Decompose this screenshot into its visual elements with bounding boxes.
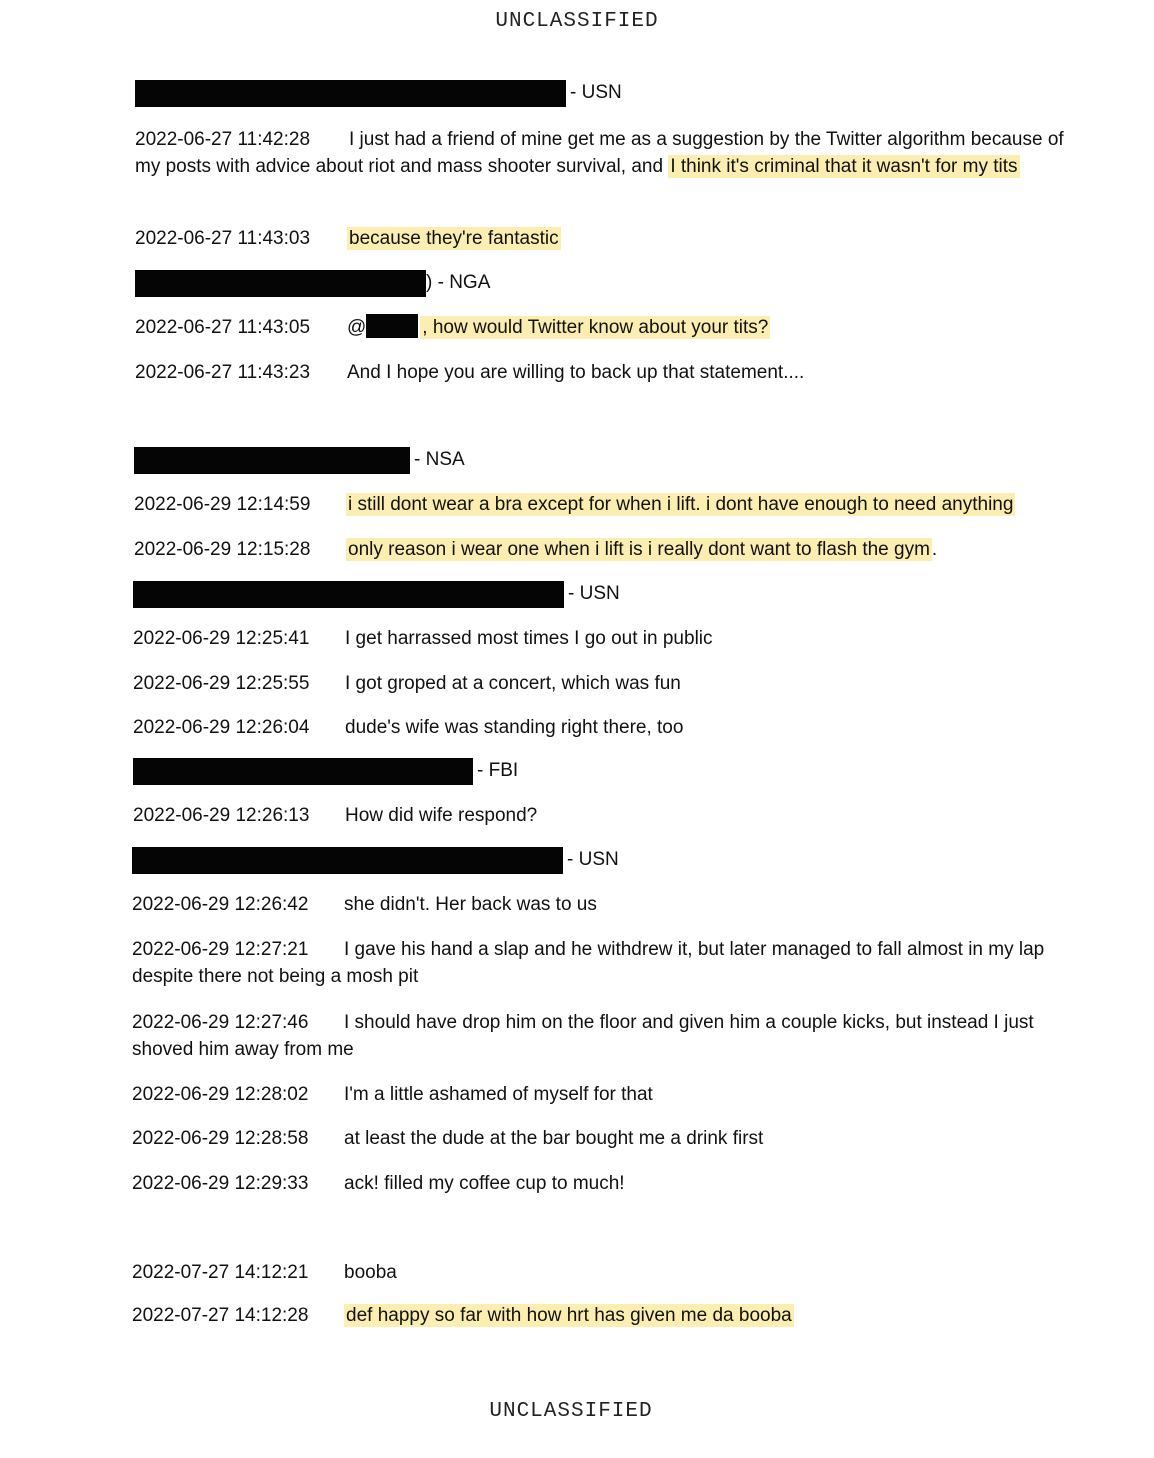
message-text: .: [931, 539, 938, 560]
redaction-bar: [366, 314, 418, 338]
sender-agency: - USN: [567, 849, 619, 870]
chat-message: [133, 714, 1063, 741]
message-text: she didn't. Her back was to us: [344, 894, 597, 915]
redaction-bar: [133, 581, 564, 608]
message-text: booba: [344, 1262, 397, 1283]
highlighted-text: because they're fantastic: [349, 228, 559, 249]
sender-agency: - USN: [568, 583, 620, 604]
chat-message: [135, 126, 1065, 180]
message-timestamp: 2022-06-29 12:26:04: [133, 717, 310, 738]
chat-message: [132, 1125, 1062, 1152]
sender-header: [134, 445, 465, 475]
sender-header: [135, 78, 622, 108]
sender-header: [132, 845, 619, 875]
chat-message: [134, 536, 1064, 563]
chat-message: [135, 359, 1065, 386]
sender-agency: - NSA: [414, 449, 465, 470]
message-timestamp: 2022-06-27 11:43:23: [135, 362, 311, 383]
chat-message: [132, 1009, 1062, 1063]
sender-header: [133, 579, 620, 609]
redaction-bar: [133, 758, 473, 785]
message-text: I get harrassed most times I go out in public: [345, 628, 713, 649]
chat-message: [135, 225, 1065, 252]
message-timestamp: 2022-06-29 12:26:42: [132, 894, 309, 915]
message-text: at least the dude at the bar bought me a drink first: [344, 1128, 764, 1149]
chat-message: [132, 936, 1062, 990]
sender-agency: ) - NGA: [426, 272, 491, 293]
chat-message: [134, 491, 1064, 518]
chat-message: [135, 314, 1065, 341]
classification-marking-top: UNCLASSIFIED: [495, 10, 659, 33]
message-timestamp: 2022-06-29 12:29:33: [132, 1173, 309, 1194]
classification-marking-bottom: UNCLASSIFIED: [489, 1400, 653, 1423]
redaction-bar: [135, 270, 426, 297]
mention-prefix: @: [347, 317, 367, 338]
highlighted-text: def happy so far with how hrt has given me da booba: [346, 1305, 792, 1326]
message-text: I'm a little ashamed of myself for that: [344, 1084, 653, 1105]
message-timestamp: 2022-06-29 12:27:46: [132, 1012, 309, 1033]
message-timestamp: 2022-06-29 12:28:02: [132, 1084, 309, 1105]
message-text: And I hope you are willing to back up that statement....: [347, 362, 805, 383]
chat-message: [132, 891, 1062, 918]
redaction-bar: [135, 80, 566, 107]
redaction-bar: [132, 847, 563, 874]
message-text: How did wife respond?: [345, 805, 538, 826]
message-text: I just had a friend of mine get me as a suggestion by the Twitter algorithm because of my posts with advice about riot and mass shooter survival, and: [135, 129, 1064, 177]
message-timestamp: 2022-06-29 12:15:28: [134, 539, 311, 560]
highlighted-text: , how would Twitter know about your tits?: [422, 317, 769, 338]
highlighted-text: I think it's criminal that it wasn't for my tits: [670, 156, 1018, 177]
message-timestamp: 2022-06-29 12:14:59: [134, 494, 311, 515]
message-timestamp: 2022-07-27 14:12:21: [132, 1262, 309, 1283]
message-text: I gave his hand a slap and he withdrew it, but later managed to fall almost in my lap despite there not being a mosh pit: [132, 939, 1045, 987]
message-timestamp: 2022-06-27 11:43:03: [135, 228, 311, 249]
sender-agency: - FBI: [477, 760, 519, 781]
message-text: ack! filled my coffee cup to much!: [344, 1173, 625, 1194]
highlighted-text: only reason i wear one when i lift is i really dont want to flash the gym: [348, 539, 930, 560]
chat-message: [132, 1302, 1062, 1329]
message-timestamp: 2022-06-29 12:28:58: [132, 1128, 309, 1149]
highlighted-text: i still dont wear a bra except for when i lift. i dont have enough to need anything: [348, 494, 1014, 515]
message-timestamp: 2022-06-29 12:25:41: [133, 628, 310, 649]
chat-message: [132, 1170, 1062, 1197]
chat-message: [133, 625, 1063, 652]
message-timestamp: 2022-07-27 14:12:28: [132, 1305, 309, 1326]
message-timestamp: 2022-06-27 11:42:28: [135, 129, 311, 150]
chat-message: [132, 1081, 1062, 1108]
message-text: I got groped at a concert, which was fun: [345, 673, 681, 694]
message-timestamp: 2022-06-29 12:27:21: [132, 939, 309, 960]
sender-header: [135, 268, 490, 298]
message-timestamp: 2022-06-29 12:25:55: [133, 673, 310, 694]
sender-agency: - USN: [570, 82, 622, 103]
message-text: I should have drop him on the floor and given him a couple kicks, but instead I just shoved him away from me: [132, 1012, 1034, 1060]
message-timestamp: 2022-06-29 12:26:13: [133, 805, 310, 826]
message-text: dude's wife was standing right there, too: [345, 717, 684, 738]
chat-message: [132, 1259, 1062, 1286]
chat-message: [133, 670, 1063, 697]
chat-message: [133, 802, 1063, 829]
sender-header: [133, 756, 518, 786]
redaction-bar: [134, 447, 410, 474]
message-timestamp: 2022-06-27 11:43:05: [135, 317, 311, 338]
